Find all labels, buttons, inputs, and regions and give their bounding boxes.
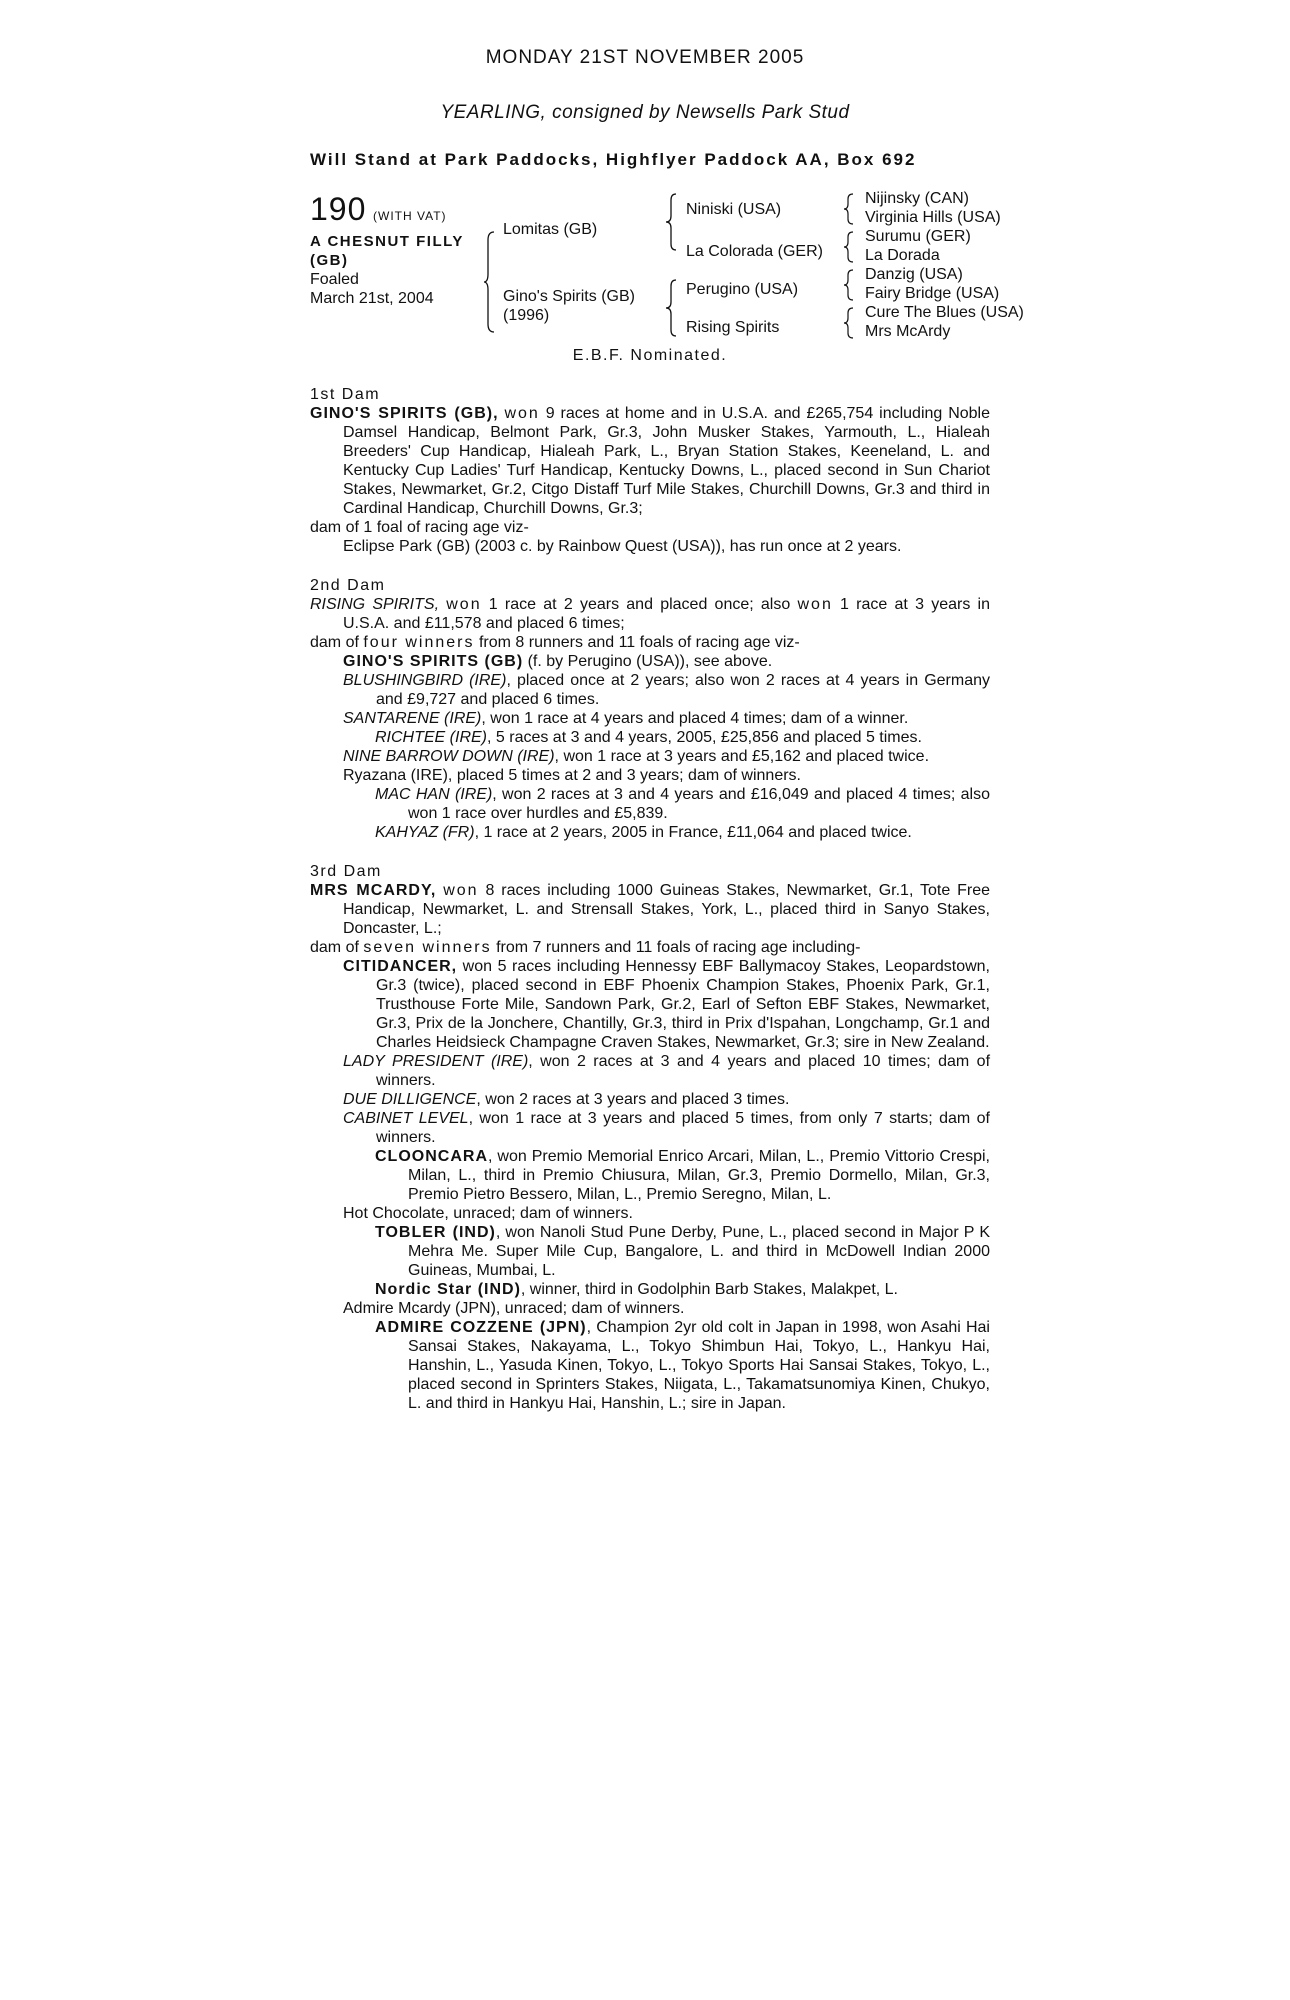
pedigree-sire-sire: Niniski (USA) <box>686 201 782 218</box>
third-dam-dam-of <box>310 938 990 957</box>
third-dam-progeny-4 <box>310 1109 990 1147</box>
progeny-name: TOBLER (IND) <box>375 1224 496 1241</box>
pedigree-ggs-4: La Dorada <box>865 247 940 264</box>
progeny-name: Nordic Star (IND) <box>375 1281 521 1298</box>
pedigree-brace-main <box>484 232 496 332</box>
progeny-name: RICHTEE (IRE) <box>375 729 487 746</box>
sale-date: MONDAY 21ST NOVEMBER 2005 <box>485 47 805 68</box>
progeny-name: ADMIRE COZZENE (JPN) <box>375 1319 587 1336</box>
foaled-label: Foaled <box>310 271 359 288</box>
lot-description-line2: (GB) <box>310 252 349 269</box>
progeny-text: , won 2 races at 3 and 4 years and placed 10 times; dam of winners. <box>376 1053 991 1089</box>
progeny-name: KAHYAZ (FR) <box>375 824 475 841</box>
pedigree-dam-dam: Rising Spirits <box>686 319 780 336</box>
progeny-text: , won 1 race at 4 years and placed 4 times; dam of a winner. <box>481 710 909 727</box>
lot-number: 190 <box>310 191 367 227</box>
third-dam-dam-of-suffix: from 7 runners and 11 foals of racing age including- <box>491 939 861 956</box>
pedigree-brace-sire <box>666 194 678 250</box>
pedigree-block <box>310 192 1030 372</box>
progeny-text: , won 1 race at 3 years and £5,162 and placed twice. <box>554 748 930 765</box>
third-dam-heading: 3rd Dam <box>310 863 382 880</box>
vat-note: (WITH VAT) <box>373 209 447 223</box>
progeny-name: CLOONCARA <box>375 1148 488 1165</box>
third-dam-progeny-6: Admire Mcardy (JPN), unraced; dam of winners. <box>343 1300 685 1317</box>
third-dam-section <box>310 862 990 1413</box>
ebf-nominated: E.B.F. Nominated. <box>572 347 728 364</box>
progeny-text: won 5 races including Hennessy EBF Ballymacoy Stakes, Leopardstown, Gr.3 (twice), placed second in EBF Phoenix Champion Stakes, Phoenix Park, Gr.1, Trusthouse Forte Mile, Sandown Park, Gr.2, Earl of Sefton EBF Stakes, Newmarket, Gr.3, Prix de la Jonchere, Chantilly, Gr.3, third in Prix d'Ispahan, Longchamp, Gr.1 and Charles Heidsieck Champagne Craven Stakes, Newmarket, Gr.3; sire in New Zealand. <box>376 958 990 1051</box>
third-dam-record <box>310 881 990 938</box>
progeny-name: DUE DILLIGENCE <box>343 1091 477 1108</box>
second-dam-progeny-3a <box>310 728 990 747</box>
pedigree-ggs-1: Nijinsky (CAN) <box>865 190 969 207</box>
progeny-name: CABINET LEVEL <box>343 1110 469 1127</box>
third-dam-progeny-5a <box>310 1223 990 1280</box>
third-dam-progeny-5: Hot Chocolate, unraced; dam of winners. <box>343 1205 633 1222</box>
pedigree-ggs-3: Surumu (GER) <box>865 228 971 245</box>
pedigree-ggs-5: Danzig (USA) <box>865 266 963 283</box>
pedigree-dam-sire: Perugino (USA) <box>686 281 799 298</box>
pedigree-ggs-6: Fairy Bridge (USA) <box>865 285 1000 302</box>
pedigree-brace-dam <box>666 280 678 336</box>
progeny-name: MAC HAN (IRE) <box>375 786 493 803</box>
second-dam-record <box>310 595 990 633</box>
pedigree-dam <box>503 287 635 325</box>
second-dam-progeny-5: Ryazana (IRE), placed 5 times at 2 and 3 years; dam of winners. <box>343 767 801 784</box>
dam-details <box>310 385 990 1413</box>
first-dam-progeny: Eclipse Park (GB) (2003 c. by Rainbow Quest (USA)), has run once at 2 years. <box>343 538 902 555</box>
pedigree-dam-line2: (1996) <box>503 307 550 324</box>
third-dam-progeny-3 <box>310 1090 990 1109</box>
progeny-name: BLUSHINGBIRD (IRE) <box>343 672 507 689</box>
progeny-text: , won Premio Memorial Enrico Arcari, Milan, L., Premio Vittorio Crespi, Milan, L., third in Premio Chiusura, Milan, Gr.3, Premio Dormello, Milan, Gr.3, Premio Pietro Bessero, Milan, L., Premio Seregno, Milan, L. <box>408 1148 990 1203</box>
second-dam-heading: 2nd Dam <box>310 577 386 594</box>
third-dam-won: won <box>443 882 479 899</box>
lot-description <box>310 232 480 270</box>
pedigree-brace-ggs-1 <box>844 194 854 224</box>
progeny-text: , 1 race at 2 years, 2005 in France, £11,064 and placed twice. <box>474 824 912 841</box>
second-dam-won2: won <box>797 596 833 613</box>
progeny-text: , won Nanoli Stud Pune Derby, Pune, L., placed second in Major P K Mehra Me. Super Mile Cup, Bangalore, L. and third in McDowell Indian 2000 Guineas, Mumbai, L. <box>408 1224 990 1279</box>
progeny-name: SANTARENE (IRE) <box>343 710 482 727</box>
progeny-text: , winner, third in Godolphin Barb Stakes, Malakpet, L. <box>520 1281 898 1298</box>
stand-location: Will Stand at Park Paddocks, Highflyer Paddock AA, Box 692 <box>310 150 917 169</box>
consignment-line: YEARLING, consigned by Newsells Park Stud <box>440 102 850 123</box>
progeny-text: (f. by Perugino (USA)), see above. <box>523 653 773 670</box>
first-dam-record <box>310 404 990 518</box>
first-dam-dam-of: dam of 1 foal of racing age viz- <box>310 519 529 536</box>
pedigree-sire-dam: La Colorada (GER) <box>686 243 823 260</box>
second-dam-text1: 1 race at 2 years and placed once; also <box>481 596 798 613</box>
foaled-date: March 21st, 2004 <box>310 290 434 307</box>
first-dam-section <box>310 385 990 556</box>
third-dam-winners-count: seven winners <box>363 939 492 956</box>
second-dam-dam-of <box>310 633 990 652</box>
progeny-name: NINE BARROW DOWN (IRE) <box>343 748 555 765</box>
first-dam-heading: 1st Dam <box>310 386 381 403</box>
pedigree-ggs-7: Cure The Blues (USA) <box>865 304 1024 321</box>
second-dam-text2: 1 race at 3 years in U.S.A. and £11,578 and placed 6 times; <box>343 596 990 632</box>
foaled-info <box>310 270 434 308</box>
second-dam-dam-of-suffix: from 8 runners and 11 foals of racing age viz- <box>474 634 800 651</box>
progeny-name: GINO'S SPIRITS (GB) <box>343 653 524 670</box>
pedigree-sire: Lomitas (GB) <box>503 221 598 238</box>
third-dam-text: 8 races including 1000 Guineas Stakes, Newmarket, Gr.1, Tote Free Handicap, Newmarket, L. and Strensall Stakes, York, L., placed third in Sanyo Stakes, Doncaster, L.; <box>343 882 991 937</box>
second-dam-progeny-5b <box>310 823 990 842</box>
second-dam-won: won <box>446 596 482 613</box>
pedigree-ggs-8: Mrs McArdy <box>865 323 951 340</box>
second-dam-progeny-2 <box>310 671 990 709</box>
progeny-text: , placed once at 2 years; also won 2 races at 4 years in Germany and £9,727 and placed 6 times. <box>376 672 990 708</box>
third-dam-progeny-4a <box>310 1147 990 1204</box>
first-dam-text: 9 races at home and in U.S.A. and £265,754 including Noble Damsel Handicap, Belmont Park, Gr.3, John Musker Stakes, Yarmouth, L., Hialeah Breeders' Cup Handicap, Hialeah Park, L., Bryan Station Stakes, Keeneland, L. and Kentucky Cup Ladies' Turf Handicap, Kentucky Downs, L., placed second in Sun Chariot Stakes, Newmarket, Gr.2, Citgo Distaff Turf Mile Stakes, Churchill Downs, Gr.3 and third in Cardinal Handicap, Churchill Downs, Gr.3; <box>343 405 991 517</box>
second-dam-dam-of-prefix: dam of <box>310 634 364 651</box>
second-dam-progeny-5a <box>310 785 990 823</box>
progeny-text: , 5 races at 3 and 4 years, 2005, £25,856 and placed 5 times. <box>487 729 922 746</box>
pedigree-brace-ggs-2 <box>844 232 854 262</box>
pedigree-brace-ggs-3 <box>844 270 854 300</box>
first-dam-won: won <box>504 405 540 422</box>
third-dam-dam-of-prefix: dam of <box>310 939 364 956</box>
progeny-name: LADY PRESIDENT (IRE) <box>343 1053 529 1070</box>
second-dam-section <box>310 576 990 842</box>
progeny-text: , won 2 races at 3 and 4 years and £16,049 and placed 4 times; also won 1 race over hurdles and £5,839. <box>408 786 990 822</box>
progeny-text: , won 1 race at 3 years and placed 5 times, from only 7 starts; dam of winners. <box>376 1110 990 1146</box>
pedigree-brace-ggs-4 <box>844 308 854 338</box>
third-dam-name: MRS MCARDY, <box>310 882 437 899</box>
third-dam-progeny-6a <box>310 1318 990 1413</box>
second-dam-progeny-4 <box>310 747 990 766</box>
second-dam-progeny-3 <box>310 709 990 728</box>
lot-description-line1: A CHESNUT FILLY <box>310 233 464 250</box>
pedigree-ggs-2: Virginia Hills (USA) <box>865 209 1001 226</box>
second-dam-progeny-1 <box>310 652 990 671</box>
pedigree-dam-line1: Gino's Spirits (GB) <box>503 288 635 305</box>
third-dam-progeny-5b <box>310 1280 990 1299</box>
progeny-name: CITIDANCER, <box>343 958 458 975</box>
progeny-text: , Champion 2yr old colt in Japan in 1998, won Asahi Hai Sansai Stakes, Nakayama, L., Tokyo Shimbun Hai, Tokyo, L., Hankyu Hai, Hanshin, L., Yasuda Kinen, Tokyo, L., Tokyo Sports Hai Sansai Stakes, Tokyo, L., placed second in Sprinters Stakes, Niigata, L., Takamatsunomiya Kinen, Chukyo, L. and third in Hankyu Hai, Hanshin, L.; sire in Japan. <box>408 1319 990 1412</box>
third-dam-progeny-1 <box>310 957 990 1052</box>
second-dam-winners-count: four winners <box>363 634 475 651</box>
progeny-text: , won 2 races at 3 years and placed 3 times. <box>476 1091 790 1108</box>
second-dam-name: RISING SPIRITS, <box>310 596 440 613</box>
first-dam-name: GINO'S SPIRITS (GB), <box>310 405 499 422</box>
third-dam-progeny-2 <box>310 1052 990 1090</box>
